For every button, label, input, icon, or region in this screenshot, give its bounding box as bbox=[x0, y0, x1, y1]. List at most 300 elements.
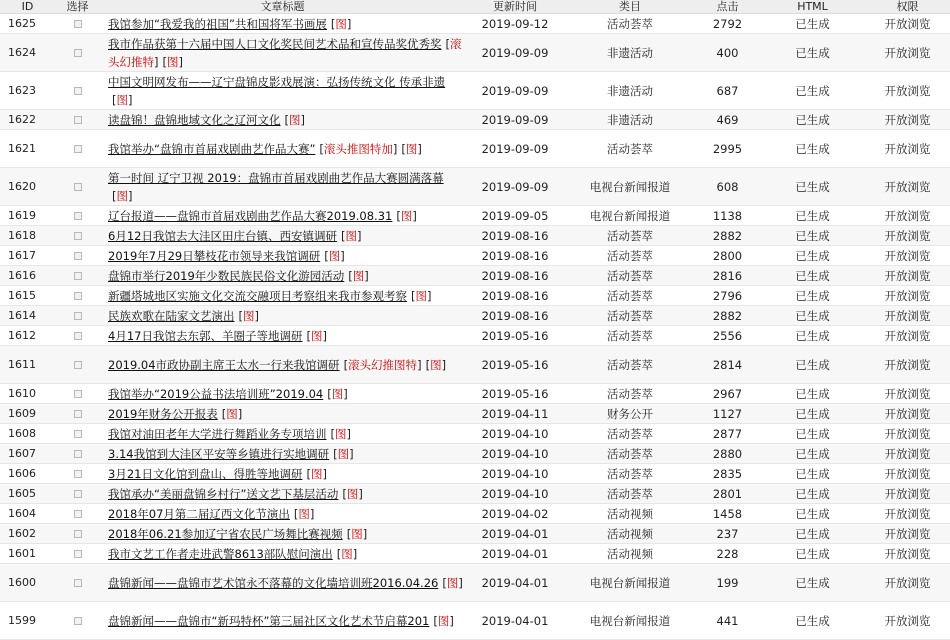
row-clicks: 400 bbox=[695, 34, 760, 72]
row-title-cell bbox=[100, 484, 465, 504]
row-checkbox[interactable] bbox=[74, 332, 82, 340]
row-title-cell bbox=[100, 544, 465, 564]
row-clicks: 2882 bbox=[695, 226, 760, 246]
row-checkbox[interactable] bbox=[74, 510, 82, 518]
article-title-link[interactable]: 我市文艺工作者走进武警8613部队慰问演出 bbox=[108, 546, 333, 561]
row-html-status: 已生成 bbox=[760, 564, 865, 602]
row-updated: 2019-08-16 bbox=[465, 286, 565, 306]
row-category: 活动荟萃 bbox=[565, 346, 695, 384]
row-select-cell bbox=[55, 564, 100, 602]
row-updated: 2019-04-10 bbox=[465, 444, 565, 464]
row-category: 非遗活动 bbox=[565, 72, 695, 110]
row-category: 活动荟萃 bbox=[565, 424, 695, 444]
image-tag[interactable]: [图] bbox=[293, 506, 315, 521]
image-tag[interactable]: [图] bbox=[306, 466, 327, 481]
row-clicks: 228 bbox=[695, 544, 760, 564]
row-clicks: 237 bbox=[695, 524, 760, 544]
row-select-cell bbox=[55, 226, 100, 246]
table-row bbox=[0, 306, 950, 326]
row-permission: 开放浏览 bbox=[865, 326, 950, 346]
row-clicks: 469 bbox=[695, 110, 760, 130]
image-tag[interactable]: [图] bbox=[336, 546, 358, 561]
row-updated: 2019-09-12 bbox=[465, 14, 565, 34]
image-tag[interactable]: [图] bbox=[411, 288, 432, 303]
row-checkbox[interactable] bbox=[74, 212, 82, 220]
row-updated: 2019-04-01 bbox=[465, 524, 565, 544]
row-category: 财务公开 bbox=[565, 404, 695, 424]
row-id: 1622 bbox=[0, 110, 55, 130]
article-title-link[interactable]: 新疆塔城地区实施文化交流交融项目考察组来我市参观考察 bbox=[108, 288, 407, 303]
row-clicks: 2880 bbox=[695, 444, 760, 464]
row-checkbox[interactable] bbox=[74, 49, 82, 57]
article-title-link[interactable]: 盘锦新闻——盘锦市艺术馆永不落幕的文化墙培训班2016.04.26 bbox=[108, 575, 439, 590]
row-category: 活动荟萃 bbox=[565, 484, 695, 504]
row-updated: 2019-08-16 bbox=[465, 266, 565, 286]
row-html-status: 已生成 bbox=[760, 246, 865, 266]
row-title-cell bbox=[100, 444, 465, 464]
attribute-flags: 滚头推图特加 bbox=[323, 141, 393, 156]
row-checkbox[interactable] bbox=[74, 470, 82, 478]
row-id: 1616 bbox=[0, 266, 55, 286]
row-title-cell bbox=[100, 110, 465, 130]
row-category: 电视台新闻报道 bbox=[565, 602, 695, 640]
row-category: 活动荟萃 bbox=[565, 306, 695, 326]
row-permission: 开放浏览 bbox=[865, 602, 950, 640]
row-checkbox[interactable] bbox=[74, 312, 82, 320]
row-permission: 开放浏览 bbox=[865, 226, 950, 246]
image-tag[interactable]: [图] bbox=[333, 446, 354, 461]
row-updated: 2019-08-16 bbox=[465, 226, 565, 246]
row-html-status: 已生成 bbox=[760, 72, 865, 110]
row-select-cell bbox=[55, 602, 100, 640]
row-permission: 开放浏览 bbox=[865, 306, 950, 326]
row-permission: 开放浏览 bbox=[865, 424, 950, 444]
row-html-status: 已生成 bbox=[760, 306, 865, 326]
row-updated: 2019-04-01 bbox=[465, 602, 565, 640]
row-permission: 开放浏览 bbox=[865, 206, 950, 226]
table-row bbox=[0, 484, 950, 504]
row-id: 1618 bbox=[0, 226, 55, 246]
table-row bbox=[0, 384, 950, 404]
article-title-link[interactable]: 盘锦市举行2019年少数民族民俗文化游园活动 bbox=[108, 268, 345, 283]
row-select-cell bbox=[55, 34, 100, 72]
row-permission: 开放浏览 bbox=[865, 444, 950, 464]
row-select-cell bbox=[55, 484, 100, 504]
image-tag[interactable]: [图] bbox=[327, 386, 348, 401]
image-tag[interactable]: [图] bbox=[425, 357, 447, 372]
image-tag[interactable]: [图] bbox=[162, 54, 183, 69]
row-checkbox[interactable] bbox=[74, 530, 82, 538]
row-updated: 2019-09-09 bbox=[465, 72, 565, 110]
row-clicks: 2800 bbox=[695, 246, 760, 266]
table-row bbox=[0, 72, 950, 110]
row-title-cell bbox=[100, 602, 465, 640]
row-html-status: 已生成 bbox=[760, 14, 865, 34]
row-title-cell bbox=[100, 326, 465, 346]
row-title-cell bbox=[100, 524, 465, 544]
row-permission: 开放浏览 bbox=[865, 404, 950, 424]
image-tag[interactable]: [图] bbox=[348, 268, 369, 283]
row-id: 1599 bbox=[0, 602, 55, 640]
article-title-link[interactable]: 2019年财务公开报表 bbox=[108, 406, 218, 421]
row-title-cell bbox=[100, 404, 465, 424]
row-category: 电视台新闻报道 bbox=[565, 206, 695, 226]
table-row bbox=[0, 130, 950, 168]
row-id: 1612 bbox=[0, 326, 55, 346]
table-row bbox=[0, 424, 950, 444]
row-updated: 2019-05-16 bbox=[465, 326, 565, 346]
row-permission: 开放浏览 bbox=[865, 544, 950, 564]
table-row bbox=[0, 602, 950, 640]
row-updated: 2019-09-09 bbox=[465, 168, 565, 206]
row-category: 活动荟萃 bbox=[565, 266, 695, 286]
row-html-status: 已生成 bbox=[760, 384, 865, 404]
row-select-cell bbox=[55, 286, 100, 306]
row-clicks: 2816 bbox=[695, 266, 760, 286]
row-select-cell bbox=[55, 266, 100, 286]
row-id: 1624 bbox=[0, 34, 55, 72]
row-updated: 2019-04-10 bbox=[465, 424, 565, 444]
row-checkbox[interactable] bbox=[74, 390, 82, 398]
row-category: 活动荟萃 bbox=[565, 384, 695, 404]
row-category: 活动视频 bbox=[565, 524, 695, 544]
row-select-cell bbox=[55, 464, 100, 484]
col-header-id[interactable]: ID bbox=[0, 0, 55, 14]
row-checkbox[interactable] bbox=[74, 361, 82, 369]
image-tag[interactable]: [图] bbox=[112, 188, 133, 203]
row-updated: 2019-05-16 bbox=[465, 346, 565, 384]
row-title-cell bbox=[100, 564, 465, 602]
row-updated: 2019-09-05 bbox=[465, 206, 565, 226]
article-title-link[interactable]: 6月12日我馆去大洼区田庄台镇、西安镇调研 bbox=[108, 228, 337, 243]
row-title-cell bbox=[100, 206, 465, 226]
row-checkbox[interactable] bbox=[74, 430, 82, 438]
row-category: 非遗活动 bbox=[565, 110, 695, 130]
row-category: 电视台新闻报道 bbox=[565, 168, 695, 206]
row-html-status: 已生成 bbox=[760, 464, 865, 484]
row-updated: 2019-04-10 bbox=[465, 464, 565, 484]
image-tag[interactable]: [图] bbox=[433, 613, 454, 628]
row-permission: 开放浏览 bbox=[865, 484, 950, 504]
row-select-cell bbox=[55, 544, 100, 564]
article-title-link[interactable]: 我市作品获第十六届中国人口文化奖民间艺术品和宣传品奖优秀奖 bbox=[108, 36, 442, 51]
table-row bbox=[0, 246, 950, 266]
row-id: 1611 bbox=[0, 346, 55, 384]
row-id: 1607 bbox=[0, 444, 55, 464]
table-row bbox=[0, 464, 950, 484]
attribute-tag: [滚头幻推图特] bbox=[343, 357, 422, 372]
col-header-updated[interactable]: 更新时间 bbox=[465, 0, 565, 14]
row-permission: 开放浏览 bbox=[865, 34, 950, 72]
row-id: 1609 bbox=[0, 404, 55, 424]
image-tag[interactable]: [图] bbox=[324, 248, 345, 263]
col-header-html[interactable]: HTML bbox=[760, 0, 865, 14]
col-header-select[interactable]: 选择 bbox=[55, 0, 100, 14]
row-html-status: 已生成 bbox=[760, 524, 865, 544]
row-updated: 2019-04-02 bbox=[465, 504, 565, 524]
row-updated: 2019-09-09 bbox=[465, 110, 565, 130]
row-html-status: 已生成 bbox=[760, 444, 865, 464]
row-select-cell bbox=[55, 384, 100, 404]
row-title-cell bbox=[100, 266, 465, 286]
row-clicks: 441 bbox=[695, 602, 760, 640]
image-tag[interactable]: [图] bbox=[342, 486, 363, 501]
row-clicks: 2796 bbox=[695, 286, 760, 306]
row-checkbox[interactable] bbox=[74, 87, 82, 95]
row-select-cell bbox=[55, 110, 100, 130]
table-row bbox=[0, 206, 950, 226]
row-title-cell bbox=[100, 226, 465, 246]
row-category: 活动荟萃 bbox=[565, 464, 695, 484]
row-html-status: 已生成 bbox=[760, 326, 865, 346]
image-tag[interactable]: [图] bbox=[238, 308, 259, 323]
row-html-status: 已生成 bbox=[760, 168, 865, 206]
image-tag[interactable]: [图] bbox=[284, 112, 305, 127]
row-checkbox[interactable] bbox=[74, 550, 82, 558]
table-row bbox=[0, 110, 950, 130]
col-header-category[interactable]: 类目 bbox=[565, 0, 695, 14]
row-select-cell bbox=[55, 306, 100, 326]
attribute-flags: 滚头幻推特 bbox=[108, 36, 462, 69]
row-updated: 2019-08-16 bbox=[465, 306, 565, 326]
article-title-link[interactable]: 2019年7月29日攀枝花市领导来我馆调研 bbox=[108, 248, 321, 263]
row-checkbox[interactable] bbox=[74, 116, 82, 124]
row-clicks: 2835 bbox=[695, 464, 760, 484]
row-category: 活动荟萃 bbox=[565, 130, 695, 168]
row-permission: 开放浏览 bbox=[865, 464, 950, 484]
row-id: 1620 bbox=[0, 168, 55, 206]
row-title-cell bbox=[100, 306, 465, 326]
row-updated: 2019-08-16 bbox=[465, 246, 565, 266]
row-clicks: 2801 bbox=[695, 484, 760, 504]
row-permission: 开放浏览 bbox=[865, 266, 950, 286]
image-tag[interactable]: [图] bbox=[396, 208, 417, 223]
row-title-cell bbox=[100, 384, 465, 404]
attribute-tag: [滚头推图特加] bbox=[319, 141, 398, 156]
row-select-cell bbox=[55, 326, 100, 346]
image-tag[interactable]: [图] bbox=[306, 328, 327, 343]
row-html-status: 已生成 bbox=[760, 424, 865, 444]
row-id: 1623 bbox=[0, 72, 55, 110]
row-select-cell bbox=[55, 404, 100, 424]
row-checkbox[interactable] bbox=[74, 272, 82, 280]
table-row bbox=[0, 14, 950, 34]
row-category: 电视台新闻报道 bbox=[565, 564, 695, 602]
row-clicks: 2995 bbox=[695, 130, 760, 168]
row-id: 1615 bbox=[0, 286, 55, 306]
row-updated: 2019-05-16 bbox=[465, 384, 565, 404]
row-updated: 2019-04-11 bbox=[465, 404, 565, 424]
row-title-cell bbox=[100, 130, 465, 168]
attribute-flags: 滚头幻推图特 bbox=[348, 357, 418, 372]
row-permission: 开放浏览 bbox=[865, 524, 950, 544]
article-title-link[interactable]: 3月21日文化馆到盘山、得胜等地调研 bbox=[108, 466, 303, 481]
image-tag[interactable]: [图] bbox=[330, 16, 352, 31]
row-clicks: 2792 bbox=[695, 14, 760, 34]
row-category: 活动荟萃 bbox=[565, 326, 695, 346]
row-title-cell bbox=[100, 464, 465, 484]
row-checkbox[interactable] bbox=[74, 292, 82, 300]
row-checkbox[interactable] bbox=[74, 20, 82, 28]
row-title-cell bbox=[100, 246, 465, 266]
row-clicks: 2814 bbox=[695, 346, 760, 384]
row-id: 1625 bbox=[0, 14, 55, 34]
row-select-cell bbox=[55, 444, 100, 464]
row-checkbox[interactable] bbox=[74, 183, 82, 191]
table-row bbox=[0, 326, 950, 346]
image-tag[interactable]: [图] bbox=[340, 228, 362, 243]
row-select-cell bbox=[55, 524, 100, 544]
row-checkbox[interactable] bbox=[74, 617, 82, 625]
row-html-status: 已生成 bbox=[760, 544, 865, 564]
row-clicks: 1127 bbox=[695, 404, 760, 424]
row-html-status: 已生成 bbox=[760, 504, 865, 524]
row-html-status: 已生成 bbox=[760, 34, 865, 72]
row-permission: 开放浏览 bbox=[865, 14, 950, 34]
article-title-link[interactable]: 我馆举办“2019公益书法培训班”2019.04 bbox=[108, 386, 324, 401]
row-select-cell bbox=[55, 206, 100, 226]
row-id: 1605 bbox=[0, 484, 55, 504]
row-clicks: 2556 bbox=[695, 326, 760, 346]
row-html-status: 已生成 bbox=[760, 404, 865, 424]
row-clicks: 2877 bbox=[695, 424, 760, 444]
article-title-link[interactable]: 盘锦新闻——盘锦市“新玛特杯”第三届社区文化艺术节启幕201 bbox=[108, 613, 430, 628]
table-row bbox=[0, 544, 950, 564]
row-html-status: 已生成 bbox=[760, 346, 865, 384]
article-title-link[interactable]: 我馆承办“美丽盘锦乡村行”送文艺下基层活动 bbox=[108, 486, 339, 501]
image-tag[interactable]: [图] bbox=[346, 526, 368, 541]
attribute-tag: [滚头幻推特] bbox=[108, 36, 462, 69]
article-title-link[interactable]: 我馆举办“盘锦市首届戏剧曲艺作品大赛” bbox=[108, 141, 316, 156]
row-clicks: 2882 bbox=[695, 306, 760, 326]
article-title-link[interactable]: 4月17日我馆去东郭、羊圈子等地调研 bbox=[108, 328, 303, 343]
row-permission: 开放浏览 bbox=[865, 110, 950, 130]
row-title-cell bbox=[100, 424, 465, 444]
article-title-link[interactable]: 我馆参加“我爱我的祖国”共和国将军书画展 bbox=[108, 16, 327, 31]
row-title-cell bbox=[100, 286, 465, 306]
article-title-link[interactable]: 2018年07月第二届辽西文化节演出 bbox=[108, 506, 290, 521]
row-select-cell bbox=[55, 246, 100, 266]
article-title-link[interactable]: 读盘锦！盘锦地域文化之辽河文化 bbox=[108, 112, 281, 127]
row-title-cell bbox=[100, 72, 465, 110]
row-category: 活动荟萃 bbox=[565, 286, 695, 306]
article-title-link[interactable]: 3.14我馆到大洼区平安等乡镇进行实地调研 bbox=[108, 446, 330, 461]
row-clicks: 1138 bbox=[695, 206, 760, 226]
row-permission: 开放浏览 bbox=[865, 130, 950, 168]
row-html-status: 已生成 bbox=[760, 206, 865, 226]
row-checkbox[interactable] bbox=[74, 145, 82, 153]
row-id: 1606 bbox=[0, 464, 55, 484]
table-row bbox=[0, 504, 950, 524]
row-html-status: 已生成 bbox=[760, 130, 865, 168]
row-permission: 开放浏览 bbox=[865, 168, 950, 206]
row-select-cell bbox=[55, 72, 100, 110]
table-row bbox=[0, 524, 950, 544]
row-id: 1608 bbox=[0, 424, 55, 444]
row-checkbox[interactable] bbox=[74, 232, 82, 240]
row-category: 活动荟萃 bbox=[565, 444, 695, 464]
row-category: 活动视频 bbox=[565, 544, 695, 564]
row-checkbox[interactable] bbox=[74, 410, 82, 418]
row-id: 1619 bbox=[0, 206, 55, 226]
row-select-cell bbox=[55, 130, 100, 168]
image-tag[interactable]: [图] bbox=[221, 406, 243, 421]
row-permission: 开放浏览 bbox=[865, 504, 950, 524]
table-row bbox=[0, 404, 950, 424]
row-html-status: 已生成 bbox=[760, 602, 865, 640]
article-title-link[interactable]: 我馆对油田老年大学进行舞蹈业务专项培训 bbox=[108, 426, 327, 441]
row-updated: 2019-04-01 bbox=[465, 564, 565, 602]
row-permission: 开放浏览 bbox=[865, 72, 950, 110]
table-row bbox=[0, 34, 950, 72]
table-row bbox=[0, 266, 950, 286]
row-checkbox[interactable] bbox=[74, 579, 82, 587]
row-category: 活动荟萃 bbox=[565, 246, 695, 266]
article-title-link[interactable]: 中国文明网发布——辽宁盘锦皮影戏展演：弘扬传统文化 传承非遗 bbox=[108, 74, 446, 89]
row-id: 1602 bbox=[0, 524, 55, 544]
row-id: 1617 bbox=[0, 246, 55, 266]
row-checkbox[interactable] bbox=[74, 490, 82, 498]
row-select-cell bbox=[55, 504, 100, 524]
col-header-permission[interactable]: 权限 bbox=[865, 0, 950, 14]
table-row bbox=[0, 346, 950, 384]
article-title-link[interactable]: 2018年06.21参加辽宁省农民广场舞比赛视频 bbox=[108, 526, 343, 541]
table-row bbox=[0, 564, 950, 602]
row-updated: 2019-09-09 bbox=[465, 34, 565, 72]
row-title-cell bbox=[100, 14, 465, 34]
row-permission: 开放浏览 bbox=[865, 346, 950, 384]
row-category: 非遗活动 bbox=[565, 34, 695, 72]
image-tag[interactable]: [图] bbox=[330, 426, 351, 441]
row-checkbox[interactable] bbox=[74, 450, 82, 458]
col-header-clicks[interactable]: 点击 bbox=[695, 0, 760, 14]
article-title-link[interactable]: 辽台报道——盘锦市首届戏剧曲艺作品大赛2019.08.31 bbox=[108, 208, 393, 223]
row-id: 1614 bbox=[0, 306, 55, 326]
row-permission: 开放浏览 bbox=[865, 564, 950, 602]
image-tag[interactable]: [图] bbox=[442, 575, 463, 590]
row-html-status: 已生成 bbox=[760, 484, 865, 504]
row-title-cell bbox=[100, 34, 465, 72]
row-clicks: 199 bbox=[695, 564, 760, 602]
row-clicks: 687 bbox=[695, 72, 760, 110]
article-title-link[interactable]: 2019.04市政协副主席王太水一行来我馆调研 bbox=[108, 357, 340, 372]
row-permission: 开放浏览 bbox=[865, 384, 950, 404]
row-category: 活动荟萃 bbox=[565, 226, 695, 246]
row-id: 1601 bbox=[0, 544, 55, 564]
table-header-row bbox=[0, 0, 950, 14]
table-row bbox=[0, 286, 950, 306]
row-select-cell bbox=[55, 14, 100, 34]
row-clicks: 1458 bbox=[695, 504, 760, 524]
image-tag[interactable]: [图] bbox=[401, 141, 422, 156]
article-title-link[interactable]: 第一时间 辽宁卫视 2019：盘锦市首届戏剧曲艺作品大赛圆满落幕 bbox=[108, 170, 444, 185]
row-html-status: 已生成 bbox=[760, 110, 865, 130]
row-select-cell bbox=[55, 168, 100, 206]
row-id: 1610 bbox=[0, 384, 55, 404]
row-id: 1600 bbox=[0, 564, 55, 602]
row-title-cell bbox=[100, 346, 465, 384]
col-header-title[interactable]: 文章标题 bbox=[100, 0, 465, 14]
table-row bbox=[0, 168, 950, 206]
row-html-status: 已生成 bbox=[760, 226, 865, 246]
image-tag[interactable]: [图] bbox=[112, 92, 133, 107]
row-clicks: 608 bbox=[695, 168, 760, 206]
row-title-cell bbox=[100, 168, 465, 206]
row-checkbox[interactable] bbox=[74, 252, 82, 260]
article-title-link[interactable]: 民族欢歌在陆家文艺演出 bbox=[108, 308, 235, 323]
row-select-cell bbox=[55, 346, 100, 384]
row-title-cell bbox=[100, 504, 465, 524]
